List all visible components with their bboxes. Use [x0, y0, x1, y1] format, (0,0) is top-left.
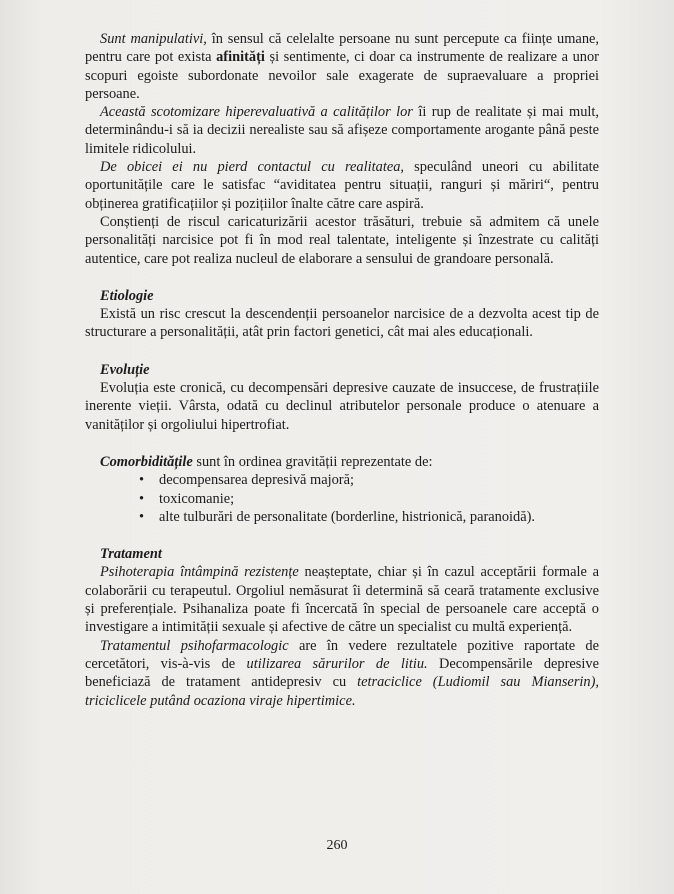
heading-tratament: Tratament [100, 546, 162, 563]
body-text: are în vedere rezultatele pozitive raportate de cercetători, vis-à-vis de [85, 637, 600, 672]
paragraph-scotomizare [85, 103, 599, 158]
emphasis-text: Tratamentul psihofarmacologic [100, 637, 289, 654]
emphasis-text: tetraciclice (Ludiomil sau Mianserin), triciclicele putând ocaziona viraje hipertimice. [85, 674, 599, 709]
heading-etiologie: Etiologie [100, 287, 154, 304]
paragraph-psihoterapia [85, 563, 599, 636]
list-item: • alte tulburări de personalitate (borderline, histrionică, paranoidă). [159, 508, 599, 526]
page-number: 260 [326, 838, 348, 853]
comorbidity-list [85, 471, 599, 526]
body-text: speculând uneori cu abilitate oportunitățile care le satisfac “aviditatea pentru situații, ranguri și măriri“, pentru obținerea gratificațiilor și pozițiilor înalte către care aspiră. [85, 159, 599, 212]
heading-comorbiditati: Comorbiditățile [100, 453, 193, 470]
body-text: neașteptate, chiar și în cazul acceptării formale a colaborării cu terapeutul. Orgoliul nemăsurat îi determină să ceară tratamente exclusive și preferențiale. Psihanaliza poate fi încercată în special de persoanele care acceptă o investigare a intimității sexuale și afective de către un specialist cu multă experiență. [85, 564, 600, 636]
bold-text: afinități [216, 49, 265, 66]
paragraph-realitate [85, 158, 599, 213]
paragraph-manipulativi [85, 30, 599, 103]
page-content [85, 30, 599, 710]
heading-evolutie: Evoluție [100, 361, 150, 378]
emphasis-text: utilizarea sărurilor de litiu. [246, 655, 428, 672]
body-text: Decompensările depresive beneficiază de tratament antidepresiv cu [85, 655, 599, 691]
emphasis-text: De obicei ei nu pierd contactul cu realitatea, [100, 159, 404, 176]
body-text: în sensul că celelalte persoane nu sunt percepute ca ființe umane, pentru care pot exista [85, 31, 600, 66]
emphasis-text: Această scotomizare hiperevaluativă a calităților lor [100, 104, 413, 121]
list-item: • toxicomanie; [159, 490, 599, 508]
paragraph-constienti: Conștienți de riscul caricaturizării acestor trăsături, trebuie să admitem că unele personalități narcisice pot fi în mod real talentate, inteligente și înzestrate cu calități autentice, care pot realiza nucleul de elaborare a sensului de grandoare personală. [85, 213, 599, 267]
paragraph-psihofarmacologic [85, 637, 599, 710]
paragraph-evolutie: Evoluția este cronică, cu decompensări depresive cauzate de insuccese, de frustrațiile inerente vieții. Vârsta, odată cu declinul atributelor personale produce o atenuare a vanităților și orgoliului hipertrofiat. [85, 380, 599, 433]
paragraph-comorbiditati [85, 453, 599, 471]
emphasis-text: Sunt manipulativi, [100, 31, 207, 47]
body-text: sunt în ordinea gravității reprezentate de: [192, 453, 433, 470]
body-text: îi rup de realitate și mai mult, determinându-i să ia decizii nerealiste sau să afișeze comportamente arogante până peste limitele ridicolului. [85, 104, 599, 157]
body-text: și sentimente, ci doar ca instrumente de realizare a unor scopuri egoiste subordonate nevoilor sale exagerate de supraevaluare a propriei persoane. [85, 49, 599, 102]
emphasis-text: Psihoterapia întâmpină rezistențe [100, 564, 299, 581]
paragraph-etiologie: Există un risc crescut la descendenții persoanelor narcisice de a dezvolta acest tip de structurare a personalității, atât prin factori genetici, cât mai ales educaționali. [85, 306, 599, 341]
list-item: • decompensarea depresivă majoră; [159, 471, 599, 489]
